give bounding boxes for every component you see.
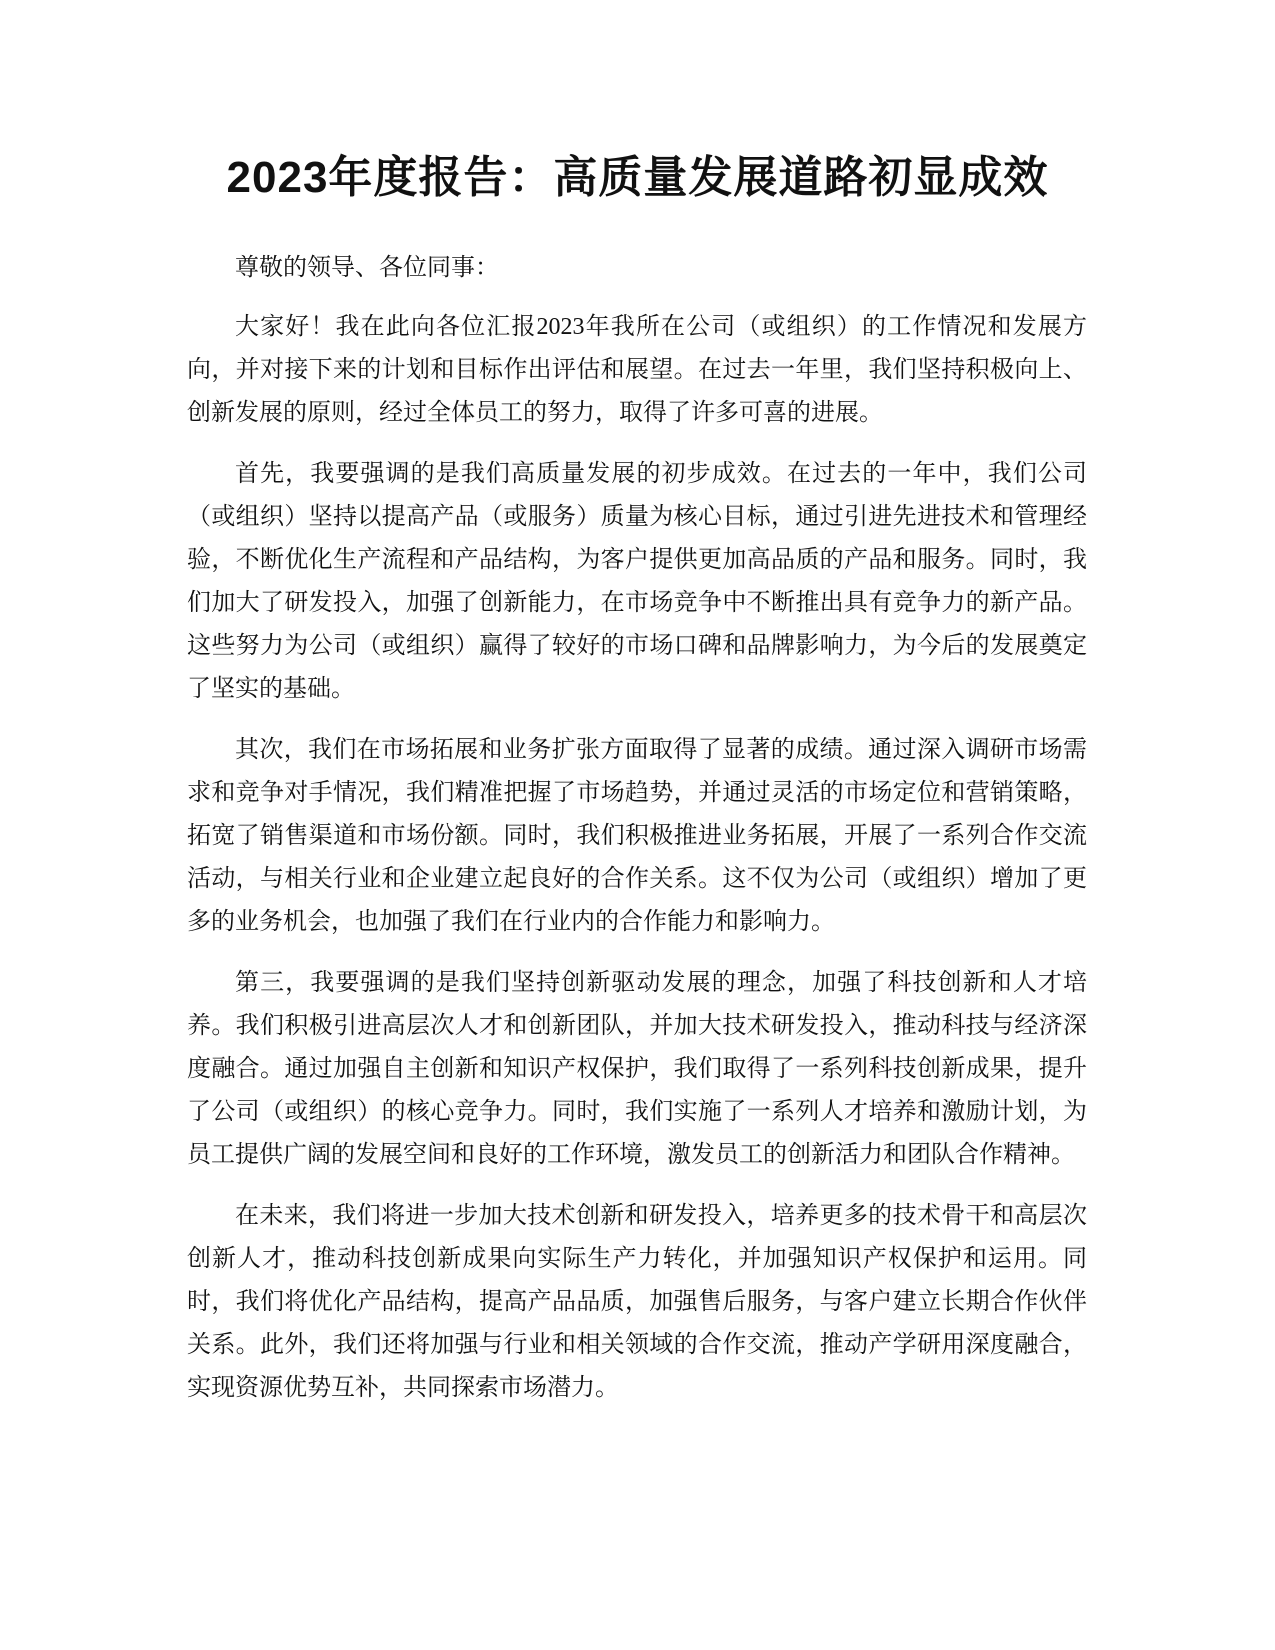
- document-body: [187, 247, 1087, 1428]
- paragraph-quality: 首先，我要强调的是我们高质量发展的初步成效。在过去的一年中，我们公司（或组织）坚持以提高产品（或服务）质量为核心目标，通过引进先进技术和管理经验，不断优化生产流程和产品结构，为客户提供更加高品质的产品和服务。同时，我们加大了研发投入，加强了创新能力，在市场竞争中不断推出具有竞争力的新产品。这些努力为公司（或组织）赢得了较好的市场口碑和品牌影响力，为今后的发展奠定了坚实的基础。: [187, 461, 1087, 702]
- greeting-line: 尊敬的领导、各位同事：: [235, 255, 499, 281]
- paragraph-future: 在未来，我们将进一步加大技术创新和研发投入，培养更多的技术骨干和高层次创新人才，推动科技创新成果向实际生产力转化，并加强知识产权保护和运用。同时，我们将优化产品结构，提高产品品质，加强售后服务，与客户建立长期合作伙伴关系。此外，我们还将加强与行业和相关领域的合作交流，推动产学研用深度融合，实现资源优势互补，共同探索市场潜力。: [187, 1203, 1087, 1401]
- document-title: 2023年度报告：高质量发展道路初显成效: [226, 153, 1049, 202]
- paragraph-intro: 大家好！我在此向各位汇报2023年我所在公司（或组织）的工作情况和发展方向，并对接下来的计划和目标作出评估和展望。在过去一年里，我们坚持积极向上、创新发展的原则，经过全体员工的努力，取得了许多可喜的进展。: [187, 314, 1087, 426]
- paragraph-market: 其次，我们在市场拓展和业务扩张方面取得了显著的成绩。通过深入调研市场需求和竞争对手情况，我们精准把握了市场趋势，并通过灵活的市场定位和营销策略，拓宽了销售渠道和市场份额。同时，我们积极推进业务拓展，开展了一系列合作交流活动，与相关行业和企业建立起良好的合作关系。这不仅为公司（或组织）增加了更多的业务机会，也加强了我们在行业内的合作能力和影响力。: [187, 737, 1087, 935]
- paragraph-innovation: 第三，我要强调的是我们坚持创新驱动发展的理念，加强了科技创新和人才培养。我们积极引进高层次人才和创新团队，并加大技术研发投入，推动科技与经济深度融合。通过加强自主创新和知识产权保护，我们取得了一系列科技创新成果，提升了公司（或组织）的核心竞争力。同时，我们实施了一系列人才培养和激励计划，为员工提供广阔的发展空间和良好的工作环境，激发员工的创新活力和团队合作精神。: [187, 970, 1087, 1168]
